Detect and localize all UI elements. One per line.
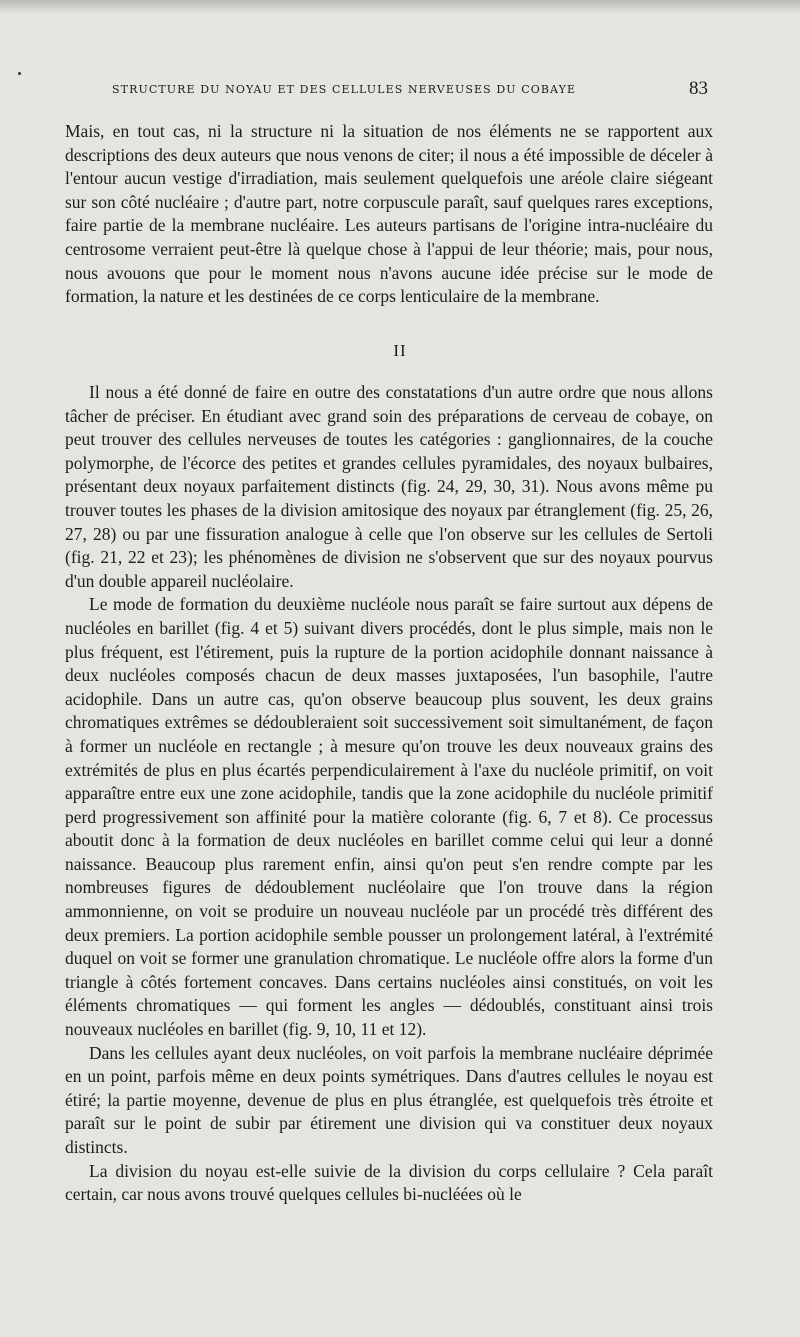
paragraph: Dans les cellules ayant deux nucléoles, on voit parfois la membrane nucléaire déprimée en un point, parfois même en deux points symétriques. Dans d'autres cellules le noyau est étiré; la partie moyenne, devenue de plus en plus étranglée, est quelquefois très étroite et paraît sur le point de subir par étirement une division qui va constituer deux noyaux distincts.: [65, 1042, 713, 1157]
text-block-continued: [65, 120, 713, 309]
paragraph: La division du noyau est-elle suivie de la division du corps cellulaire ? Cela paraît certain, car nous avons trouvé quelques cellules bi-nucléées où le: [65, 1160, 713, 1205]
paragraph: Il nous a été donné de faire en outre des constatations d'un autre ordre que nous allons tâcher de préciser. En étudiant avec grand soin des préparations de cerveau de cobaye, on peut trouver des cellules nerveuses de toutes les catégories : ganglionnaires, de la couche polymorphe, de l'écorce des petites et grandes cellules pyramidales, des noyaux bulbaires, présentant deux noyaux parfaitement distincts (fig. 24, 29, 30, 31). Nous avons même pu trouver toutes les phases de la division amitosique des noyaux par étranglement (fig. 25, 26, 27, 28) ou par une fissuration analogue à celle que l'on observe sur les cellules de Sertoli (fig. 21, 22 et 23); les phénomènes de division ne s'observent que sur des noyaux pourvus d'un double appareil nucléolaire.: [65, 382, 713, 591]
running-title: STRUCTURE DU NOYAU ET DES CELLULES NERVEUSES DU COBAYE: [112, 83, 577, 96]
scan-top-edge: [0, 0, 800, 14]
page-number: 83: [689, 78, 708, 99]
ink-speck: [18, 72, 21, 75]
paragraph: Le mode de formation du deuxième nucléole nous paraît se faire surtout aux dépens de nucléoles en barillet (fig. 4 et 5) suivant divers procédés, dont le plus simple, mais non le plus fréquent, est l'étirement, puis la rupture de la portion acidophile donnant naissance à deux nucléoles composés chacun de deux masses juxtaposées, l'un basophile, l'autre acidophile. Dans un autre cas, qu'on observe beaucoup plus souvent, les deux grains chromatiques extrêmes se dédoubleraient soit successivement soit simultanément, de façon à former un nucléole en rectangle ; à mesure qu'on trouve les deux nouveaux grains des extrémités de plus en plus écartés perpendiculairement à l'axe du nucléole primitif, on voit apparaître entre eux une zone acidophile, tandis que la zone acidophile du nucléole primitif perd progressivement son affinité pour la matière colorante (fig. 6, 7 et 8). Ce processus aboutit donc à la formation de deux nucléoles en barillet comme celui qui leur a donné naissance. Beaucoup plus rarement enfin, ainsi qu'on peut s'en rendre compte par les nombreuses figures de dédoublement nucléolaire que l'on trouve dans la région ammonnienne, on voit se produire un nouveau nucléole par un procédé très différent des deux premiers. La portion acidophile semble pousser un prolongement latéral, à l'extrémité duquel on voit se former une granulation chromatique. Le nucléole offre alors la forme d'un triangle à côtés fortement concaves. Dans certains nucléoles ainsi constitués, on voit les éléments chromatiques — qui forment les angles — dédoublés, constituant ainsi trois nouveaux nucléoles en barillet (fig. 9, 10, 11 et 12).: [65, 594, 713, 1040]
section-heading: II: [393, 341, 407, 360]
text-block-section-two: [65, 381, 713, 1207]
paragraph: Mais, en tout cas, ni la structure ni la situation de nos éléments ne se rapportent aux descriptions des deux auteurs que nous venons de citer; il nous a été impossible de déceler à l'entour aucun vestige d'irradiation, mais seulement quelquefois une aréole claire siégeant sur son côté nucléaire ; d'autre part, notre corpuscule paraît, sauf quelques rares exceptions, faire partie de la membrane nucléaire. Les auteurs partisans de l'origine intra-nucléaire du centrosome verraient peut-être là quelque chose à l'appui de leur théorie; mais, pour nous, nous avouons que pour le moment nous n'avons aucune idée précise sur le mode de formation, la nature et les destinées de ce corps lenticulaire de la membrane.: [65, 121, 713, 307]
running-head: [112, 78, 708, 100]
